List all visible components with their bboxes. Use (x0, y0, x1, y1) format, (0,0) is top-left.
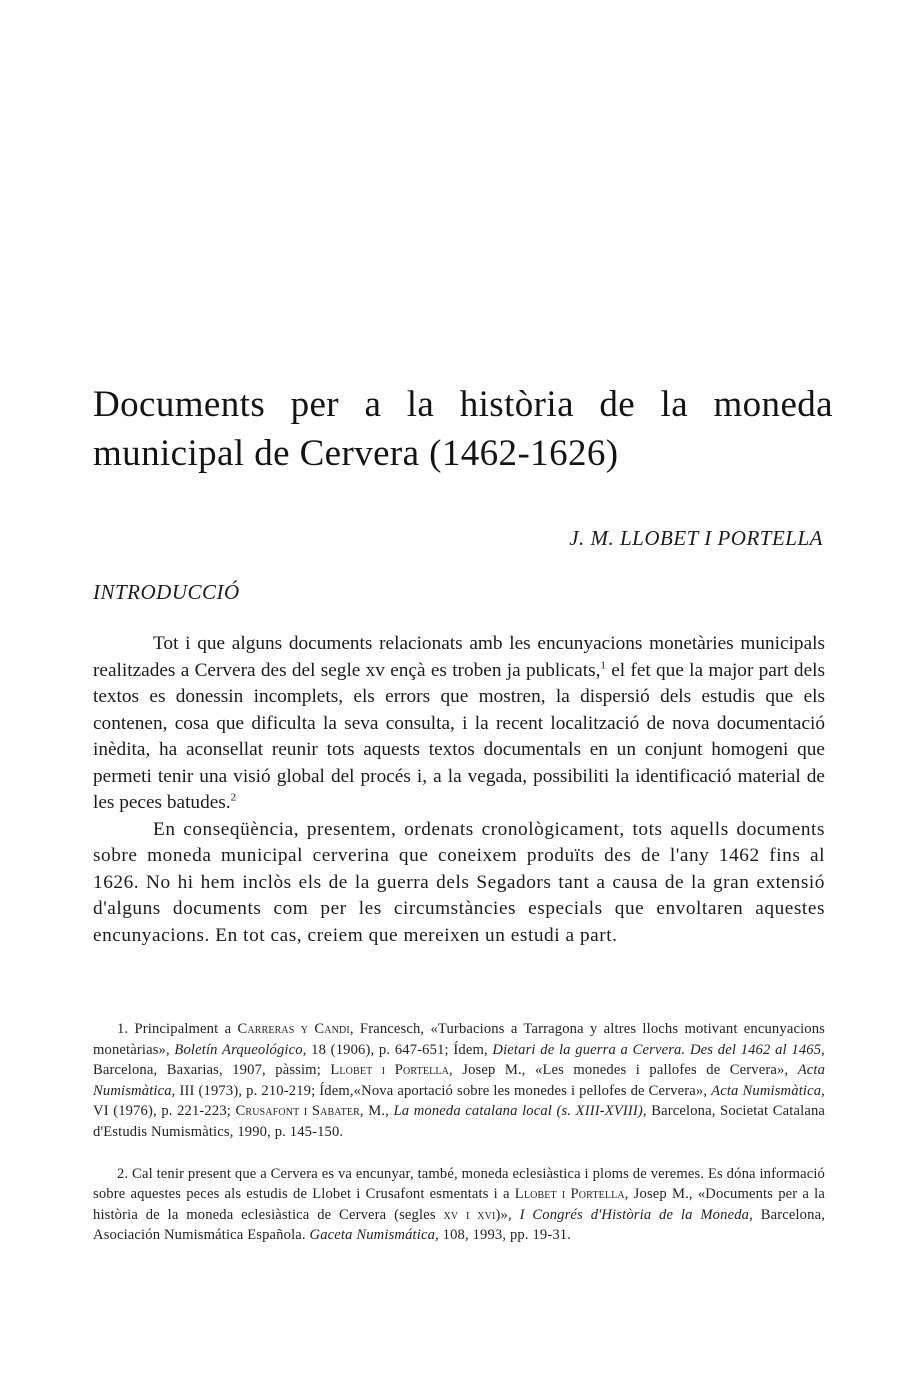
footnote-source-title: Gaceta Numismática, (309, 1227, 439, 1244)
footnote-text: )», (495, 1206, 520, 1223)
footnote-text: 108, 1993, pp. 19-31. (438, 1227, 572, 1244)
footnote-text: , Josep M., «Les monedes i pallofes de Cervera», (449, 1062, 798, 1079)
footnote-source-title: La moneda catalana local (s. XIII-XVIII), (393, 1103, 647, 1120)
footnote-text: III (1973), p. 210-219; Ídem,«Nova aportació sobre les monedes i pellofes de Cervera», (175, 1082, 712, 1099)
footnote-text: Principalment a (128, 1021, 238, 1037)
footnote-source-title: Boletín Arqueológico, (174, 1041, 307, 1058)
footnote-text: , Josep M., «Documents per a la història de la moneda eclesiàstica de Cervera (segles (93, 1186, 825, 1223)
footnote-text: , M., (359, 1103, 394, 1120)
footnote-text: VI (1976), p. 221-223; (93, 1103, 236, 1120)
footnote-author: Llobet i Portella (330, 1062, 449, 1079)
footnote-source-title: I Congrés d'Història de la Moneda, (519, 1206, 753, 1223)
footnote-author: Crusafont i Sabater (235, 1103, 360, 1120)
paragraph-1-text-a: Tot i que alguns documents relacionats amb les encunyacions monetàries municipals realitzades a Cervera des del segle xv ençà es troben ja publicats, (93, 633, 825, 681)
footnotes (93, 1019, 825, 1267)
footnote-text: Barcelona, Asociación Numismática Española. (93, 1206, 826, 1244)
footnote-source-title: Acta Numismàtica, (711, 1082, 825, 1099)
author-name: J. M. LLOBET I PORTELLA (569, 526, 823, 550)
footnote-text: 18 (1906), p. 647-651; Ídem, (306, 1041, 493, 1058)
footnote-ref-2: 2 (230, 791, 237, 804)
footnote-text: , Francesch, «Turbacions a Tarragona y altres llochs motivant encunyacions monetàrias», (93, 1021, 825, 1058)
paragraph-2: En conseqüència, presentem, ordenats cronològicament, tots aquells documents sobre moneda municipal cerverina que coneixem produïts des de l'any 1462 fins al 1626. No hi hem inclòs els de la guerra dels Segadors tant a causa de la gran extensió d'alguns documents com per les circumstàncies especials que envoltaren aquestes encunyacions. En tot cas, creiem que mereixen un estudi a part. (93, 818, 825, 946)
body-text (93, 631, 825, 949)
footnote-source-title: Dietari de la guerra a Cervera. Des del 1462 al 1465, (492, 1041, 825, 1058)
title-line-1: Documents per a la història de la moneda (93, 384, 833, 425)
footnote-1-number: 1. (117, 1021, 129, 1037)
footnote-2-number: 2. (117, 1165, 129, 1182)
footnote-author: Carreras y Candi (237, 1021, 350, 1037)
title-line-2: municipal de Cervera (1462-1626) (93, 433, 619, 474)
footnote-1 (93, 1019, 825, 1143)
footnote-ref-1: 1 (600, 659, 606, 672)
footnote-text: Barcelona, Baxarias, 1907, pàssim; (93, 1062, 331, 1079)
footnote-century: xv i xvi (443, 1206, 496, 1223)
footnote-text: Cal tenir present que a Cervera es va encunyar, també, moneda eclesiàstica i ploms de veremes. Es dóna informació sobre aquestes peces als estudis de Llobet i Crusafont esmentats i a (93, 1165, 825, 1203)
paragraph-1-text-b: el fet que la major part dels textos es donessin incomplets, els errors que mostren, la dispersió dels estudis que els contenen, cosa que dificulta la seva consulta, i la recent localització de nova documentació inèdita, ha aconsellat reunir tots aquests textos documentals en un conjunt homogeni que permeti tenir una visió global del procés i, a la vegada, possibiliti la identificació material de les peces batudes. (93, 659, 825, 813)
article-title (93, 380, 833, 478)
footnote-author: Llobet i Portella (514, 1186, 625, 1203)
footnote-text: Barcelona, Societat Catalana d'Estudis Numismàtics, 1990, p. 145-150. (93, 1103, 826, 1140)
footnote-source-title: Acta Numismàtica, (93, 1062, 826, 1099)
paragraph-1 (93, 631, 825, 817)
section-heading: INTRODUCCIÓ (93, 580, 240, 604)
footnote-2 (93, 1164, 825, 1246)
